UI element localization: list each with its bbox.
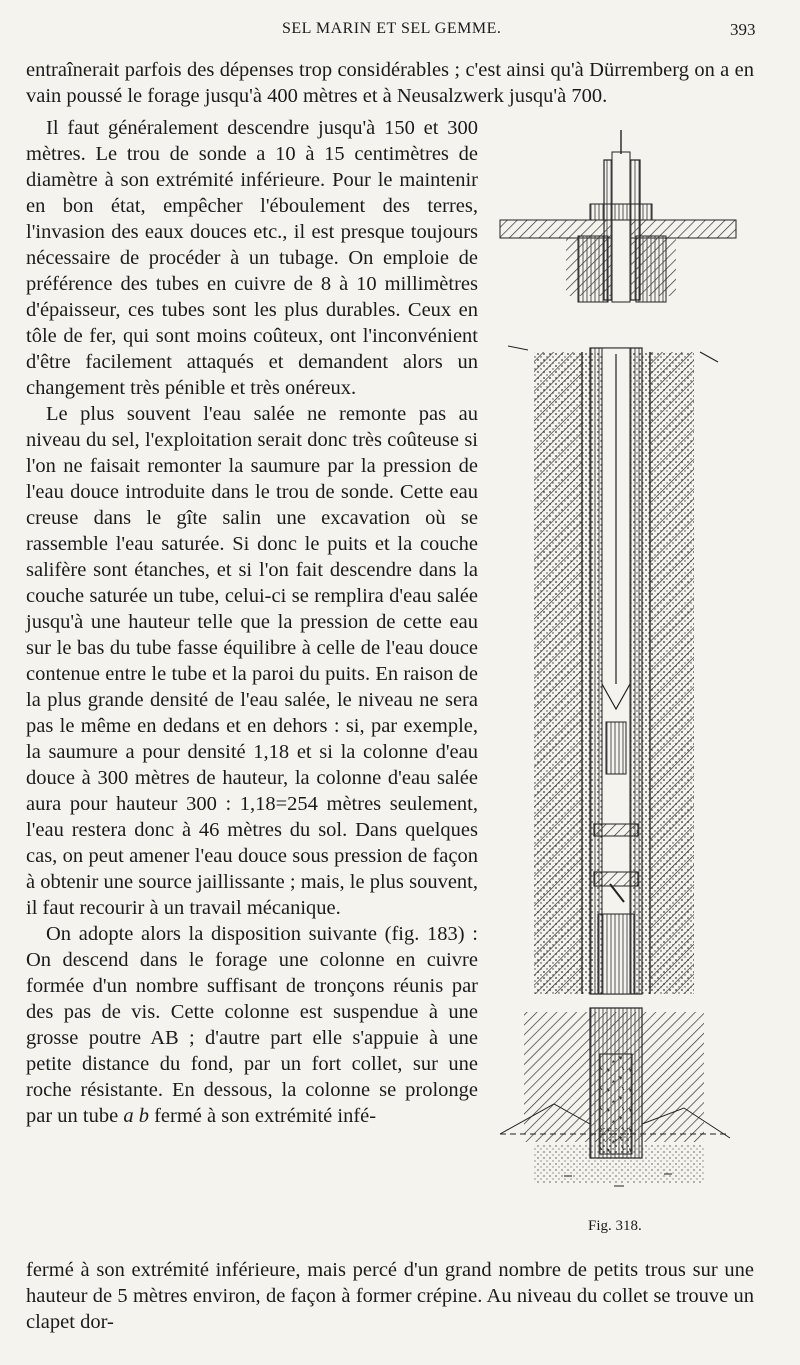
paragraph-2: Il faut généralement descendre jusqu'à 150 et 300 mètres. Le trou de sonde a 10 à 15 centimètres de diamètre à son extrémité inférieure. Pour le maintenir en bon état, empêcher l'éboulement des terres, l'invasion des eaux douces etc., il est presque toujours nécessaire de procéder à un tubage. On emploie de préférence des tubes en cuivre de 8 à 10 millimètres d'épaisseur, ces tubes sont les plus durables. Ceux en tôle de fer, qui sont moins coûteux, ont l'inconvénient d'être facilement attaqués et demandent alors un changement très pénible et très onéreux. <box>26 117 478 399</box>
paragraph-5: fermé à son extrémité inférieure, mais percé d'un grand nombre de petits trous sur une hauteur de 5 mètres environ, de façon à former crépine. Au niveau du collet se trouve un clapet dor- <box>26 1259 754 1333</box>
paragraph-4-continued: fermé à son extrémité infé- <box>154 1105 377 1127</box>
paragraph-4-text: On adopte alors la disposition suivante (fig. 183) : On descend dans le forage une colonne en cuivre formée d'un nombre suffisant de tronçons réunis par des pas de vis. Cette colonne est suspendue à une grosse poutre AB ; d'autre part elle s'appuie à une petite distance du fond, par un fort collet, sur une roche résistante. En dessous, la colonne se prolonge par un tube <box>26 923 478 1127</box>
text-block-column <box>26 115 478 1129</box>
tube-label-ab: a b <box>123 1105 149 1127</box>
borehole-figure <box>494 124 742 1214</box>
running-title: SEL MARIN ET SEL GEMME. <box>282 20 502 37</box>
figure-caption: Fig. 318. <box>588 1218 642 1234</box>
bottom-section <box>500 1008 730 1186</box>
page-header <box>0 18 800 46</box>
paragraph-4 <box>26 921 478 1129</box>
text-block-top <box>26 57 754 109</box>
paragraph-1: entraînerait parfois des dépenses trop considérables ; c'est ainsi qu'à Dürremberg on a en vain poussé le forage jusqu'à 400 mètres et à Neusalzwerk jusqu'à 700. <box>26 59 754 107</box>
page-number: 393 <box>730 20 756 39</box>
shaft-section <box>508 346 718 994</box>
paragraph-3: Le plus souvent l'eau salée ne remonte pas au niveau du sel, l'exploitation serait donc très coûteuse si l'on ne faisait remonter la saumure par la pression de l'eau douce introduite dans le trou de sonde. Cette eau creuse dans le gîte salin une excavation où se rassemble l'eau saturée. Si donc le puits et la couche salifère sont étanches, et si l'on fait descendre dans la couche saturée un tube, celui-ci se remplira d'eau salée jusqu'à une hauteur telle que la pression de cette eau sur le bas du tube fasse équilibre à celle de l'eau douce contenue entre le tube et la paroi du puits. En raison de la plus grande densité de l'eau salée, le niveau ne sera pas le même en dedans et en dehors : si, par exemple, la saumure a pour densité 1,18 et si la colonne d'eau douce à 300 mètres de hauteur, la colonne d'eau salée aura pour hauteur 300 : 1,18=254 mètres seulement, l'eau restera donc à 46 mètres du sol. Dans quelques cas, on peut amener l'eau douce sous pression de façon à obtenir une source jaillissante ; mais, le plus souvent, il faut recourir à un travail mécanique. <box>26 403 478 919</box>
top-section <box>500 130 736 302</box>
text-block-bottom <box>26 1257 754 1335</box>
